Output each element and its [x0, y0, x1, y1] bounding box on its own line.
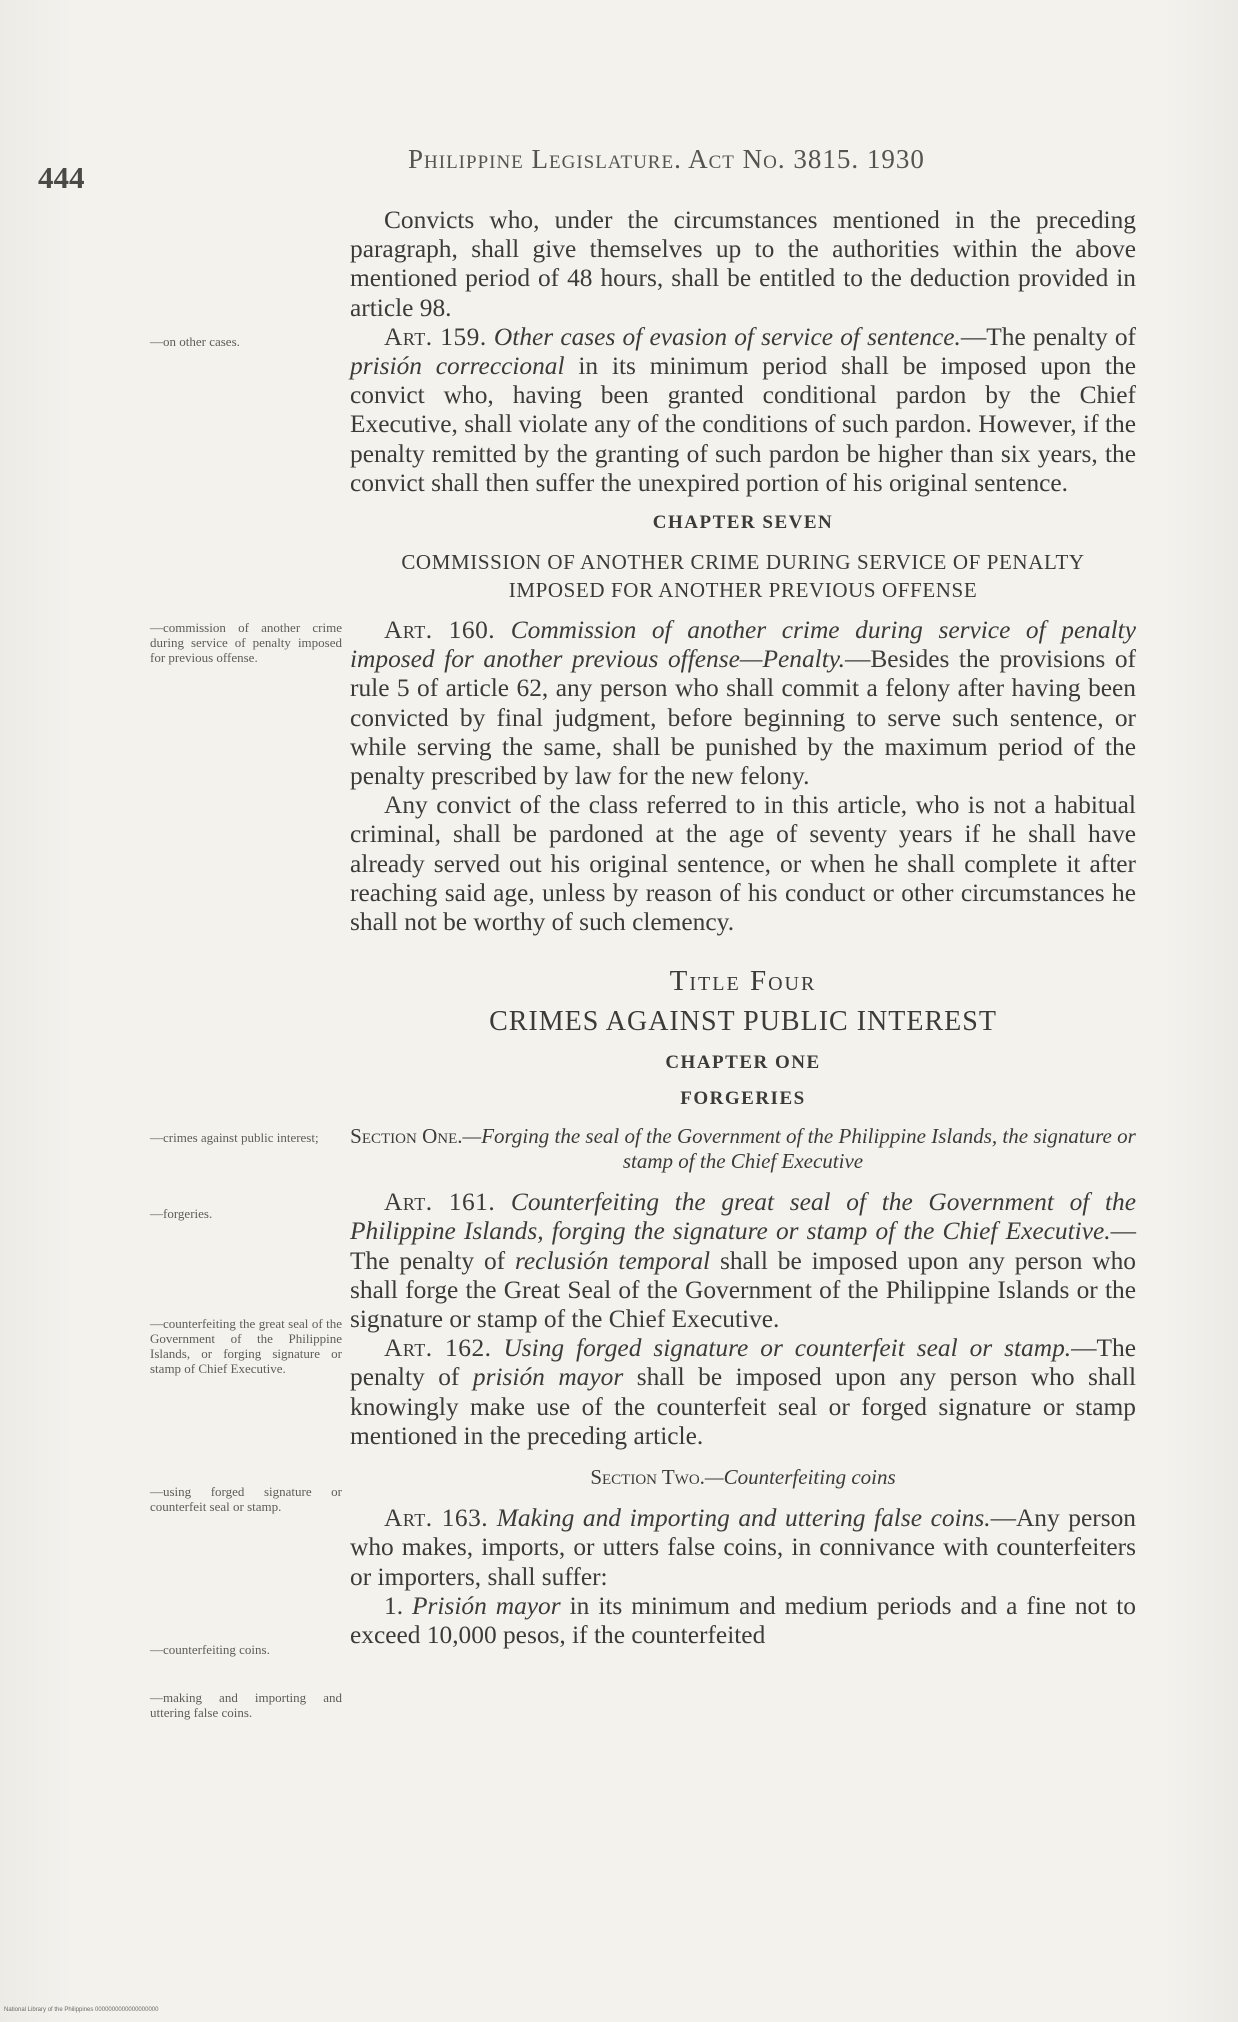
margin-note-using-forged: —using forged signature or counterfeit seal or stamp. — [150, 1484, 342, 1514]
item-number: 1. — [384, 1591, 413, 1620]
article-163-item-1 — [350, 1592, 1136, 1650]
chapter-title-line-2: IMPOSED FOR ANOTHER PREVIOUS OFFENSE — [508, 578, 978, 603]
article-heading: Using forged signature or counterfeit seal or stamp. — [503, 1334, 1072, 1363]
page-number: 444 — [38, 160, 85, 195]
article-text: in its minimum period shall be imposed upon the convict who, having been granted conditional pardon by the Chief Executive, shall violate any of the conditions of such pardon. However, if the penalty remitted by the granting of such pardon be higher than six years, the convict shall then suffer the unexpired portion of his original sentence. — [350, 352, 1136, 497]
article-text: —The penalty of — [350, 1217, 1136, 1275]
article-text: —Besides the provisions of rule 5 of article 62, any person who shall commit a felony after having been convicted by final judgment, before beginning to serve such sentence, or while serving the same, shall be punished by the maximum period of the penalty prescribed by law for the new felony. — [350, 645, 1136, 791]
article-text: —Any person who makes, imports, or utters false coins, in connivance with counterfeiters or importers, shall suffer: — [350, 1504, 1136, 1591]
article-162 — [350, 1334, 1136, 1451]
chapter-label: CHAPTER ONE — [665, 1052, 821, 1074]
chapter-label: CHAPTER SEVEN — [652, 512, 834, 534]
margin-note-forgeries: —forgeries. — [150, 1206, 213, 1221]
title-label: Title Four — [669, 965, 817, 998]
article-163 — [350, 1504, 1136, 1592]
article-number: Art. 163. — [384, 1504, 489, 1533]
chapter-title-line-1: COMMISSION OF ANOTHER CRIME DURING SERVICE OF PENALTY — [401, 550, 1085, 575]
scan-footer: National Library of the Philippines 0000000000000000000 — [4, 2007, 159, 2013]
article-160-paragraph-2: Any convict of the class referred to in this article, who is not a habitual criminal, shall be pardoned at the age of seventy years if he shall have already served out his original sentence, or when he shall complete it after reaching said age, unless by reason of his conduct or other circumstances he shall not be worthy of such clemency. — [350, 791, 1136, 937]
running-header: Philippine Legislature. Act No. 3815. 1930 — [408, 144, 925, 174]
main-text — [350, 206, 1136, 1650]
article-text: shall be imposed upon any person who shall knowingly make use of the counterfeit seal or forged signature or stamp mentioned in the preceding article. — [350, 1363, 1136, 1450]
article-number: Art. 161. — [384, 1188, 496, 1217]
article-heading: Commission of another crime during service of penalty imposed for another previous offense—Penalty. — [350, 616, 1136, 674]
legal-term: Prisión mayor — [412, 1591, 561, 1620]
article-number: Art. 162. — [384, 1334, 492, 1363]
legal-term: prisión correccional — [350, 352, 565, 381]
margin-note-other-cases: —on other cases. — [150, 334, 240, 349]
section-label: Section One. — [350, 1124, 463, 1149]
article-heading: Making and importing and uttering false coins. — [496, 1504, 991, 1533]
margin-note-commission: —commission of another crime during service of penalty imposed for previous offense. — [150, 620, 342, 665]
section-label: Section Two. — [590, 1465, 705, 1490]
margin-note-counterfeiting-coins: —counterfeiting coins. — [150, 1642, 270, 1657]
chapter-title — [350, 548, 1136, 604]
section-two-heading — [350, 1465, 1136, 1490]
margin-note-counterfeiting-seal: —counterfeiting the great seal of the Government of the Philippine Islands, or forging signature or stamp of Chief Executive. — [150, 1316, 342, 1376]
margin-note-making-importing: —making and importing and uttering false coins. — [150, 1690, 342, 1720]
section-text: —Counterfeiting coins — [704, 1465, 896, 1490]
article-number: Art. 160. — [384, 616, 496, 645]
legal-term: prisión mayor — [472, 1363, 624, 1392]
article-text: —The penalty of — [960, 322, 1137, 351]
article-text: —The penalty of — [350, 1334, 1136, 1392]
article-160 — [350, 616, 1136, 791]
article-161 — [350, 1188, 1136, 1334]
chapter-title: FORGERIES — [680, 1088, 806, 1110]
section-text: —Forging the seal of the Government of the Philippine Islands, the signature or stamp of the Chief Executive — [462, 1124, 1136, 1174]
margin-note-crimes-public-interest: —crimes against public interest; — [150, 1130, 319, 1145]
legal-term: reclusión temporal — [514, 1246, 711, 1275]
section-one-heading — [350, 1124, 1136, 1174]
title-name: CRIMES AGAINST PUBLIC INTEREST — [489, 1006, 997, 1038]
article-159 — [350, 323, 1136, 498]
paragraph-convicts: Convicts who, under the circumstances mentioned in the preceding paragraph, shall give themselves up to the authorities within the above mentioned period of 48 hours, shall be entitled to the deduction provided in article 98. — [350, 206, 1136, 322]
item-text: in its minimum and medium periods and a fine not to exceed 10,000 pesos, if the counterfeited — [350, 1591, 1137, 1649]
article-text: shall be imposed upon any person who shall forge the Great Seal of the Government of the Philippine Islands or the signature or stamp of the Chief Executive. — [350, 1246, 1136, 1334]
article-heading: Counterfeiting the great seal of the Government of the Philippine Islands, forging the signature or stamp of the Chief Executive. — [350, 1188, 1137, 1246]
article-number: Art. 159. — [384, 322, 487, 351]
article-heading: Other cases of evasion of service of sentence. — [493, 322, 961, 351]
